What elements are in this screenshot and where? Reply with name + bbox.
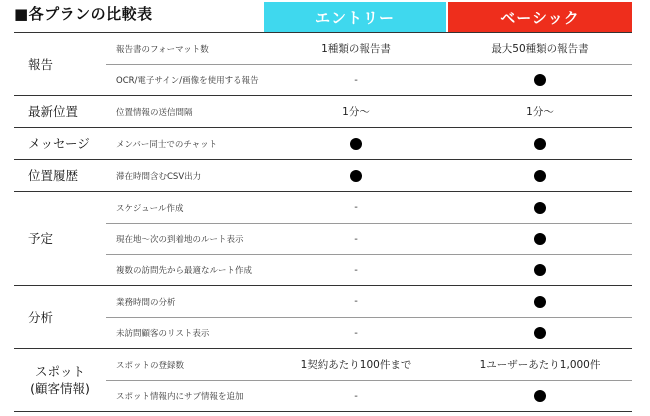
table-row — [106, 128, 632, 159]
table-row — [106, 317, 632, 348]
table-row — [106, 223, 632, 254]
filled-circle-icon — [534, 170, 546, 182]
plan-header-basic — [448, 2, 632, 32]
entry-value: 1分〜 — [342, 106, 370, 118]
group-rows — [106, 349, 632, 411]
basic-value — [448, 74, 632, 86]
feature-label: スポット情報内にサブ情報を追加 — [116, 392, 244, 402]
feature-label: メンバー同士でのチャット — [116, 139, 218, 150]
basic-value — [448, 264, 632, 276]
basic-value — [448, 170, 632, 182]
entry-value — [264, 296, 448, 307]
entry-value — [264, 138, 448, 150]
table-row — [106, 380, 632, 411]
entry-value — [264, 265, 448, 276]
filled-circle-icon — [534, 233, 546, 245]
group-spot — [14, 348, 632, 412]
dash-text: - — [354, 327, 358, 339]
group-label: 報告 — [28, 56, 54, 72]
group-analysis — [14, 285, 632, 348]
feature-label: 報告書のフォーマット数 — [116, 44, 209, 55]
group-message — [14, 127, 632, 159]
entry-value — [264, 234, 448, 245]
feature-label: スポットの登録数 — [116, 360, 185, 371]
entry-value: 1種類の報告書 — [321, 43, 391, 55]
table-row — [106, 192, 632, 223]
plan-header-entry-label: エントリー — [314, 8, 395, 27]
basic-value — [448, 138, 632, 150]
group-schedule — [14, 191, 632, 285]
filled-circle-icon — [534, 138, 546, 150]
filled-circle-icon — [534, 264, 546, 276]
table-row — [106, 160, 632, 191]
entry-value — [264, 170, 448, 182]
filled-circle-icon — [350, 138, 362, 150]
group-label-line2: (顧客情報) — [30, 381, 90, 396]
feature-label: 位置情報の送信間隔 — [116, 107, 193, 118]
group-label: メッセージ — [28, 136, 90, 151]
filled-circle-icon — [534, 327, 546, 339]
page-title: ■各プランの比較表 — [14, 5, 153, 23]
feature-label: 滞在時間含むCSV出力 — [116, 171, 202, 182]
entry-value — [264, 328, 448, 339]
group-label: 最新位置 — [28, 104, 79, 119]
basic-value — [448, 202, 632, 214]
group-label-line1: スポット — [34, 364, 85, 379]
table-row — [106, 286, 632, 317]
filled-circle-icon — [534, 74, 546, 86]
basic-value: 1分〜 — [526, 106, 554, 118]
feature-label: 未訪問顧客のリスト表示 — [116, 329, 210, 339]
basic-value: 最大50種類の報告書 — [491, 43, 589, 55]
group-label: 分析 — [28, 309, 54, 325]
group-rows — [106, 96, 632, 127]
table-row — [106, 64, 632, 95]
table-row — [106, 33, 632, 64]
filled-circle-icon — [350, 170, 362, 182]
basic-value — [448, 296, 632, 308]
entry-value — [264, 75, 448, 86]
dash-text: - — [354, 202, 358, 213]
group-rows — [106, 128, 632, 159]
table-row — [106, 96, 632, 127]
feature-label: 現在地〜次の到着地のルート表示 — [116, 235, 244, 245]
group-label — [14, 349, 106, 411]
group-label: 位置履歴 — [28, 168, 79, 183]
dash-text: - — [354, 296, 358, 307]
basic-value: 1ユーザーあたり1,000件 — [479, 359, 601, 371]
group-label: 予定 — [28, 231, 54, 246]
basic-value — [448, 233, 632, 245]
feature-label: 複数の訪問先から最適なルート作成 — [116, 266, 253, 276]
feature-label: 業務時間の分析 — [116, 297, 176, 308]
group-report — [14, 32, 632, 95]
filled-circle-icon — [534, 296, 546, 308]
group-rows — [106, 33, 632, 95]
dash-text: - — [354, 233, 358, 245]
basic-value — [448, 327, 632, 339]
plan-header-basic-label: ベーシック — [500, 8, 580, 27]
table-row — [106, 349, 632, 380]
group-rows — [106, 192, 632, 285]
feature-label: OCR/電子サイン/画像を使用する報告 — [116, 76, 259, 86]
basic-value — [448, 390, 632, 402]
group-location-history — [14, 159, 632, 191]
entry-value: 1契約あたり100件まで — [300, 359, 412, 371]
group-latest-location — [14, 95, 632, 127]
dash-text: - — [354, 264, 358, 276]
group-rows — [106, 160, 632, 191]
table-row — [106, 254, 632, 285]
filled-circle-icon — [534, 202, 546, 214]
entry-value — [264, 391, 448, 402]
dash-text: - — [354, 390, 358, 402]
comparison-table — [14, 32, 632, 412]
dash-text: - — [354, 74, 358, 86]
filled-circle-icon — [534, 390, 546, 402]
entry-value — [264, 202, 448, 213]
group-rows — [106, 286, 632, 348]
plan-header-entry — [264, 2, 446, 32]
feature-label: スケジュール作成 — [116, 203, 184, 214]
